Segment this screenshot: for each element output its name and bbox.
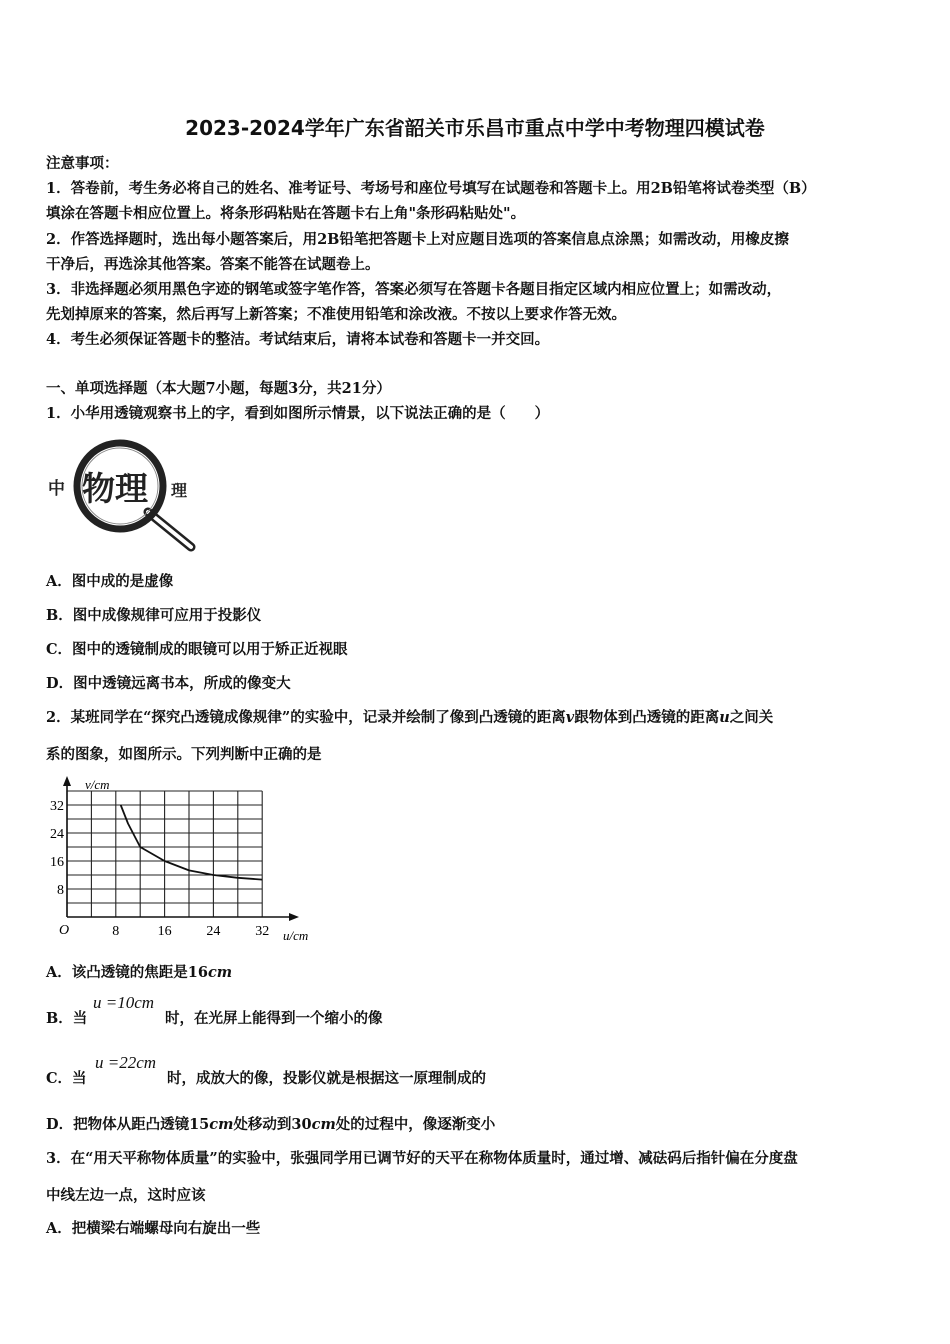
chart-axes	[63, 776, 299, 921]
chart-ylabel: v/cm	[85, 777, 110, 792]
x-tick-label: 8	[112, 924, 120, 939]
q1-stem: 1．小华用透镜观察书上的字，看到如图所示情景，以下说法正确的是（ ）	[46, 405, 550, 422]
y-tick-label: 16	[50, 855, 64, 870]
q2-stem-part: 之间关	[729, 709, 774, 726]
chart-origin: O	[59, 923, 70, 938]
q2-option-a-text: A．该凸透镜的焦距是16	[46, 964, 208, 981]
figure-char-left: 中	[48, 479, 65, 499]
q2-option-d-part: 处移动到30	[233, 1116, 312, 1133]
unit: cm	[311, 1116, 336, 1133]
x-axis-arrow	[289, 913, 299, 921]
q3-stem: 3．在“用天平称物体质量”的实验中，张强同学用已调节好的天平在称物体质量时，通过增、减砝码后指针偏在分度盘	[46, 1150, 798, 1167]
x-tick-label: 24	[206, 924, 221, 939]
series-line	[121, 805, 263, 880]
chart-series	[121, 805, 263, 880]
q2-var-v: v	[565, 709, 575, 726]
q2-var-u: u	[719, 709, 730, 726]
page-title: 2023-2024学年广东省韶关市乐昌市重点中学中考物理四模试卷	[185, 116, 765, 140]
q3-stem-line2: 中线左边一点，这时应该	[46, 1187, 206, 1204]
q2-option-c-label: C．当	[46, 1070, 87, 1087]
notice-line: 填涂在答题卡相应位置上。将条形码粘贴在答题卡右上角"条形码粘贴处"。	[46, 205, 526, 222]
q2-chart	[40, 772, 330, 947]
q2-option-c-text: 时，成放大的像，投影仪就是根据这一原理制成的	[167, 1070, 486, 1087]
unit: cm	[207, 964, 233, 981]
q1-option-c: C．图中的透镜制成的眼镜可以用于矫正近视眼	[46, 641, 348, 658]
q2-option-c-math: u =22cm	[95, 1053, 157, 1072]
q1-option-d: D．图中透镜远离书本，所成的像变大	[46, 675, 291, 692]
y-tick-label: 32	[50, 799, 64, 814]
unit: cm	[209, 1116, 234, 1133]
chart-xlabel: u/cm	[283, 928, 309, 943]
q2-option-d-part: 处的过程中，像逐渐变小	[335, 1116, 496, 1133]
chart-grid	[67, 791, 262, 917]
notice-line: 干净后，再选涂其他答案。答案不能答在试题卷上。	[46, 256, 380, 273]
x-tick-label: 16	[157, 924, 172, 939]
q2-option-d-part: D．把物体从距凸透镜15	[46, 1116, 210, 1133]
notice-line: 先划掉原来的答案，然后再写上新答案；不准使用铅笔和涂改液。不按以上要求作答无效。	[46, 306, 626, 323]
y-tick-label: 8	[57, 883, 64, 898]
q2-stem-part: 2．某班同学在“探究凸透镜成像规律”的实验中，记录并绘制了像到凸透镜的距离	[46, 709, 566, 726]
q3-option-a: A．把横梁右端螺母向右旋出一些	[46, 1220, 261, 1237]
q1-option-b: B．图中成像规律可应用于投影仪	[46, 607, 262, 624]
y-axis-arrow	[63, 776, 71, 786]
notice-line: 3．非选择题必须用黑色字迹的钢笔或签字笔作答，答案必须写在答题卡各题目指定区域内相应位置上；如需改动，	[46, 281, 782, 298]
q2-option-b-text: 时，在光屏上能得到一个缩小的像	[165, 1010, 383, 1027]
q1-option-a: A．图中成的是虚像	[46, 573, 174, 590]
figure-char-magnified: 物理	[82, 469, 148, 508]
y-tick-label: 24	[50, 827, 64, 842]
q2-option-b-math: u =10cm	[93, 993, 155, 1012]
x-tick-label: 32	[255, 924, 270, 939]
notice-heading: 注意事项：	[46, 155, 119, 172]
q2-stem-part: 跟物体到凸透镜的距离	[574, 709, 720, 726]
q1-magnifier-figure	[48, 436, 198, 554]
notice-line: 1．答卷前，考生务必将自己的姓名、准考证号、考场号和座位号填写在试题卷和答题卡上。用2B铅笔将试卷类型（B）	[46, 180, 816, 197]
q2-option-b-label: B．当	[46, 1010, 88, 1027]
q2-option-a	[46, 961, 232, 982]
section-heading: 一、单项选择题（本大题7小题，每题3分，共21分）	[46, 380, 391, 397]
q2-stem-line2: 系的图象，如图所示。下列判断中正确的是	[46, 746, 322, 763]
figure-char-right: 理	[171, 481, 188, 500]
notice-line: 2．作答选择题时，选出每小题答案后，用2B铅笔把答题卡上对应题目选项的答案信息点涂黑；如需改动，用橡皮擦	[46, 231, 789, 248]
q2-stem	[46, 706, 773, 727]
notice-line: 4．考生必须保证答题卡的整洁。考试结束后，请将本试卷和答题卡一并交回。	[46, 331, 550, 348]
chart-ticks	[50, 799, 269, 939]
q2-option-d	[46, 1113, 495, 1134]
